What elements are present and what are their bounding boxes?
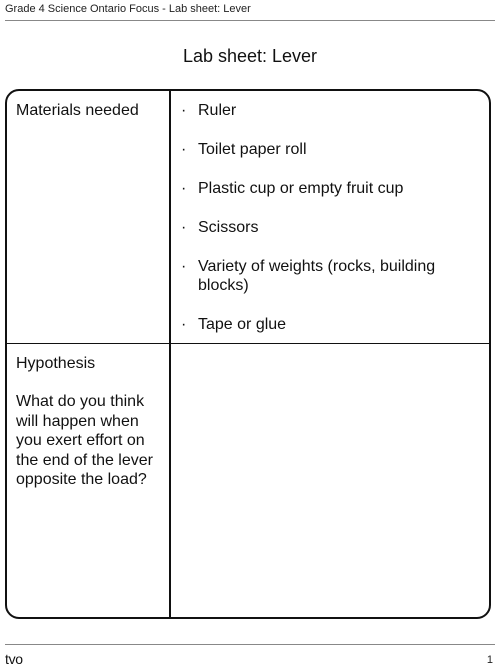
bullet-icon: · <box>181 219 187 236</box>
materials-row <box>7 91 489 343</box>
materials-list-cell <box>177 101 479 354</box>
material-text: Plastic cup or empty fruit cup <box>198 180 404 197</box>
material-text: Ruler <box>198 102 237 119</box>
column-divider <box>169 91 171 343</box>
bullet-icon: · <box>181 141 187 158</box>
list-item <box>177 315 479 334</box>
page-title: Lab sheet: Lever <box>182 46 318 66</box>
bullet-icon: · <box>181 258 187 275</box>
bullet-icon: · <box>181 316 187 333</box>
hypothesis-answer-area[interactable] <box>177 350 483 613</box>
bullet-icon: · <box>181 102 187 119</box>
footer-rule <box>5 644 495 645</box>
list-item <box>177 140 479 159</box>
list-item <box>177 218 479 237</box>
list-item <box>177 257 479 295</box>
list-item <box>177 101 479 120</box>
hypothesis-label: Hypothesis <box>16 355 96 372</box>
hypothesis-question: What do you think will happen when you exert effort on the end of the lever opposite the load? <box>16 393 153 488</box>
material-text: Tape or glue <box>198 316 287 333</box>
materials-label: Materials needed <box>16 102 139 119</box>
page-number: 1 <box>486 654 493 666</box>
hypothesis-cell <box>16 354 162 490</box>
hypothesis-row <box>7 343 489 619</box>
tvo-logo: tvo <box>5 651 23 667</box>
bullet-icon: · <box>181 180 187 197</box>
column-divider <box>169 344 171 619</box>
material-text: Toilet paper roll <box>198 141 307 158</box>
materials-list <box>177 101 479 334</box>
material-text: Scissors <box>198 219 259 236</box>
header-rule <box>5 20 495 21</box>
lab-sheet-table <box>5 89 491 619</box>
running-header: Grade 4 Science Ontario Focus - Lab sheet: Lever <box>5 3 251 15</box>
material-text: Variety of weights (rocks, building blocks) <box>198 258 436 294</box>
list-item <box>177 179 479 198</box>
